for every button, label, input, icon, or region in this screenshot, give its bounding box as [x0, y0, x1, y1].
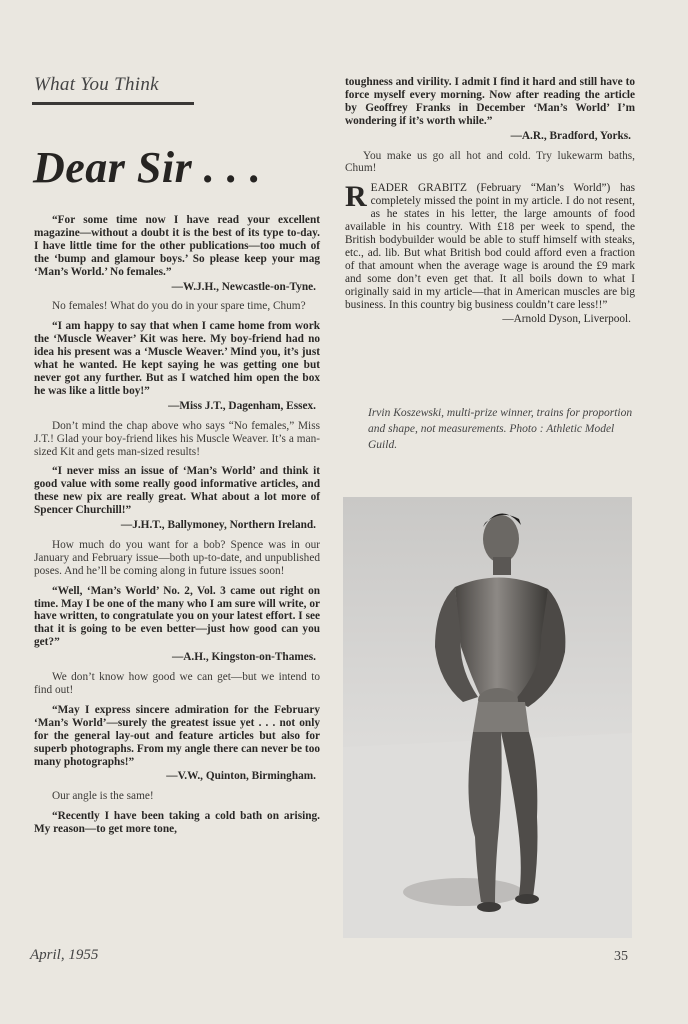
editor-reply: Our angle is the same! [52, 790, 154, 803]
letter-paragraph-continued: toughness and virility. I admit I find it hard and still have to force myself every morning. Now after reading the article by Geoffrey Franks in December ‘Man’s World’ I’m wondering if it’s worth while.” [345, 76, 635, 127]
letter-signature: —A.R., Bradford, Yorks. [510, 129, 631, 142]
section-title-underline [32, 102, 194, 105]
letter-paragraph: “Well, ‘Man’s World’ No. 2, Vol. 3 came out right on time. May I be one of the many who I am sure will write, or have written, to congratulate you on your latest effort. I see that it is going to be even better—just how good can you get?” [34, 584, 320, 649]
letter-paragraph: “I am happy to say that when I came home from work the ‘Muscle Weaver’ Kit was here. My boy-friend had no idea his present was a ‘Muscle Weaver.’ Mind you, it’s just what he wanted. He kept saying he was getting one but never got any further. But as I watched him open the box he was like a little boy!” [34, 320, 320, 397]
letter-signature: —J.H.T., Ballymoney, Northern Ireland. [120, 519, 316, 532]
letter-signature: —A.H., Kingston-on-Thames. [171, 651, 316, 664]
reader-letter-dropcap [345, 182, 635, 311]
letters-column-left [34, 214, 320, 843]
page-number: 35 [614, 949, 628, 964]
issue-date: April, 1955 [30, 947, 99, 963]
photo-caption: Irvin Koszewski, multi-prize winner, trains for proportion and shape, not measurements. Photo : Athletic Model Guild. [368, 407, 633, 451]
section-title: What You Think [34, 74, 159, 95]
letters-column-right [345, 76, 635, 333]
letter-paragraph: “Recently I have been taking a cold bath on arising. My reason—to get more tone, [34, 810, 320, 836]
editor-reply: How much do you want for a bob? Spence was in our January and February issue—both up-to-date, and unpublished poses. And he’ll be coming along in future issues soon! [34, 538, 320, 577]
letter-signature: —Miss J.T., Dagenham, Essex. [168, 399, 316, 412]
bodybuilder-photo-image [343, 497, 632, 938]
page-headline: Dear Sir . . . [33, 143, 262, 192]
editor-reply: No females! What do you do in your spare time, Chum? [52, 300, 306, 313]
letter-signature: —Arnold Dyson, Liverpool. [502, 313, 631, 326]
letter-paragraph: “I never miss an issue of ‘Man’s World’ and think it good value with some really good informative articles, and these new pix are really great. What about a lot more of Spencer Churchill!” [34, 465, 320, 517]
editor-reply: You make us go all hot and cold. Try lukewarm baths, Chum! [345, 149, 635, 175]
bodybuilder-photo [343, 497, 632, 938]
drop-cap-letter: R [345, 180, 367, 214]
letter-signature: —W.J.H., Newcastle-on-Tyne. [171, 280, 316, 293]
letter-signature: —V.W., Quinton, Birmingham. [166, 770, 316, 783]
letter-paragraph: “May I express sincere admiration for the February ‘Man’s World’—surely the greatest issue yet . . . not only for the general lay-out and feature articles but also for superb photographs. From my angle there can never be too many photographs!” [34, 703, 320, 768]
reader-letter-text: EADER GRABITZ (February “Man’s World”) has completely missed the point in my article. I do not resent, as he states in his letter, the large amounts of food available in his country. With £18 per week to spend, the British bodybuilder would be able to stuff himself with steaks, etc., ad. lib. But what British bod could afford even a fraction of that amount when the average wage is around the £9 mark and some don’t even get that. It all boils down to what I originally said in my article—that in American muscles are big business. In this country big business couldn’t care less!!” [345, 182, 635, 311]
editor-reply: Don’t mind the chap above who says “No females,” Miss J.T.! Glad your boy-friend likes his Muscle Weaver. It’s a man-sized Kit and gets man-sized results! [34, 419, 320, 458]
letter-paragraph: “For some time now I have read your excellent magazine—without a doubt it is the best of its type to-day. I have little time for the other publications—too much of the ‘bump and glamour boys.’ So please keep your mag ‘Man’s World.’ No females.” [34, 214, 320, 278]
editor-reply: We don’t know how good we can get—but we intend to find out! [34, 671, 320, 696]
